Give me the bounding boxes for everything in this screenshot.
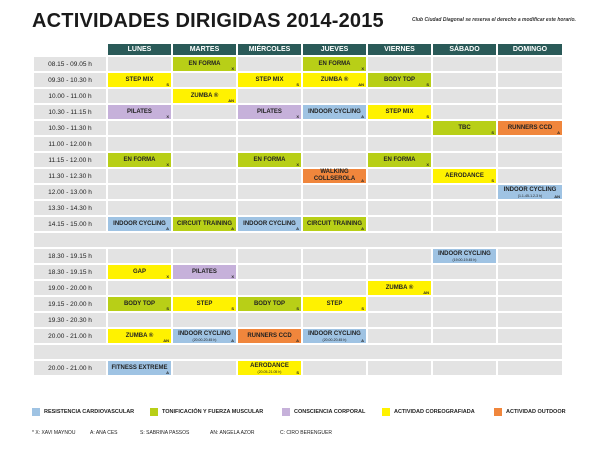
schedule-row	[34, 265, 562, 279]
empty-cell	[238, 185, 301, 199]
instructor-code: AN	[163, 338, 169, 343]
instructor-code: AN	[423, 290, 429, 295]
empty-cell	[303, 249, 366, 263]
empty-cell	[173, 105, 236, 119]
empty-cell	[368, 169, 431, 183]
section-gap	[34, 345, 562, 359]
empty-cell	[108, 121, 171, 135]
legend-label: ACTIVIDAD OUTDOOR	[506, 409, 566, 415]
activity-cell	[173, 329, 236, 343]
schedule-row	[34, 121, 562, 135]
instructor-code: AN	[228, 98, 234, 103]
activity-name: PILATES	[192, 268, 217, 275]
instructor-key	[32, 430, 572, 438]
empty-cell	[498, 329, 562, 343]
activity-name: STEP	[326, 300, 343, 307]
schedule-row	[34, 217, 562, 231]
activity-cell	[368, 73, 431, 87]
empty-cell	[238, 137, 301, 151]
time-slot: 20.00 - 21.00 h	[34, 329, 106, 343]
empty-cell	[498, 57, 562, 71]
empty-cell	[498, 217, 562, 231]
schedule-table	[32, 42, 564, 377]
legend-item	[150, 407, 263, 417]
activity-cell	[108, 361, 171, 375]
activity-cell	[368, 281, 431, 295]
empty-cell	[498, 73, 562, 87]
legend-item	[32, 407, 134, 417]
activity-name: EN FORMA	[318, 60, 351, 67]
empty-cell	[368, 265, 431, 279]
empty-cell	[368, 249, 431, 263]
activity-name: RUNNERS CCD	[247, 332, 292, 339]
activity-cell	[108, 265, 171, 279]
empty-cell	[173, 281, 236, 295]
instructor-code: A	[361, 338, 364, 343]
activity-cell	[498, 185, 562, 199]
empty-cell	[433, 153, 496, 167]
day-header: SÁBADO	[433, 44, 496, 55]
instructor-code: AN	[554, 194, 560, 199]
activity-cell	[368, 105, 431, 119]
activity-cell	[173, 217, 236, 231]
activity-name: STEP MIX	[385, 108, 414, 115]
instructor-entry: S: SABRINA PASSOS	[140, 430, 190, 436]
empty-cell	[173, 153, 236, 167]
empty-cell	[498, 169, 562, 183]
instructor-code: A	[231, 226, 234, 231]
activity-cell	[238, 217, 301, 231]
activity-name: INDOOR CYCLING	[113, 220, 166, 227]
empty-cell	[238, 249, 301, 263]
empty-cell	[433, 329, 496, 343]
activity-name: TBC	[458, 124, 471, 131]
activity-name: AERODANCE	[445, 172, 484, 179]
instructor-code: S	[296, 370, 299, 375]
empty-cell	[173, 73, 236, 87]
legend-label: CONSCIENCIA CORPORAL	[294, 409, 366, 415]
activity-cell	[108, 105, 171, 119]
activity-name: EN FORMA	[383, 156, 416, 163]
empty-cell	[498, 137, 562, 151]
time-slot: 18.30 - 19.15 h	[34, 249, 106, 263]
instructor-code: S	[296, 306, 299, 311]
page-title: ACTIVIDADES DIRIGIDAS 2014-2015	[32, 10, 384, 32]
empty-cell	[238, 89, 301, 103]
instructor-code: X	[166, 162, 169, 167]
activity-name: BODY TOP	[383, 76, 416, 83]
activity-cell	[498, 121, 562, 135]
activity-cell	[303, 217, 366, 231]
activity-name: INDOOR CYCLING	[243, 220, 296, 227]
time-slot: 09.30 - 10.30 h	[34, 73, 106, 87]
empty-cell	[238, 281, 301, 295]
empty-cell	[108, 313, 171, 327]
empty-cell	[433, 185, 496, 199]
empty-cell	[433, 217, 496, 231]
time-slot: 11.00 - 12.00 h	[34, 137, 106, 151]
activity-cell	[238, 329, 301, 343]
activity-cell	[108, 329, 171, 343]
empty-cell	[108, 249, 171, 263]
empty-cell	[238, 201, 301, 215]
activity-cell	[433, 249, 496, 263]
schedule-row	[34, 57, 562, 71]
activity-cell	[108, 153, 171, 167]
instructor-code: S	[491, 130, 494, 135]
activity-cell	[303, 297, 366, 311]
time-slot: 18.30 - 19.15 h	[34, 265, 106, 279]
empty-cell	[108, 201, 171, 215]
empty-cell	[498, 153, 562, 167]
activity-name: ZUMBA ®	[385, 284, 414, 291]
instructor-code: A	[361, 178, 364, 183]
activity-name: BODY TOP	[123, 300, 156, 307]
activity-cell	[108, 73, 171, 87]
empty-cell	[303, 265, 366, 279]
activity-cell	[303, 329, 366, 343]
day-header: MIÉRCOLES	[238, 44, 301, 55]
empty-cell	[433, 137, 496, 151]
activity-cell	[303, 73, 366, 87]
schedule-row	[34, 169, 562, 183]
empty-cell	[303, 313, 366, 327]
legend-item	[382, 407, 475, 417]
instructor-code: X	[296, 162, 299, 167]
legend-item	[282, 407, 365, 417]
empty-cell	[433, 105, 496, 119]
activity-cell	[173, 265, 236, 279]
legend-swatch	[150, 408, 158, 416]
legend-swatch	[494, 408, 502, 416]
legend-swatch	[32, 408, 40, 416]
activity-name: CIRCUIT TRAINING	[177, 220, 232, 227]
schedule-row	[34, 361, 562, 375]
activity-time-note: (20.00-20.45 h)	[322, 337, 347, 342]
schedule-row	[34, 153, 562, 167]
empty-cell	[368, 313, 431, 327]
empty-cell	[238, 121, 301, 135]
empty-cell	[303, 201, 366, 215]
gap-cell	[34, 233, 562, 247]
instructor-code: X	[166, 274, 169, 279]
empty-cell	[433, 361, 496, 375]
activity-name: FITNESS EXTREME	[111, 364, 168, 371]
empty-cell	[433, 297, 496, 311]
empty-cell	[368, 297, 431, 311]
instructor-code: A	[361, 226, 364, 231]
empty-cell	[368, 185, 431, 199]
instructor-code: S	[426, 82, 429, 87]
empty-cell	[368, 329, 431, 343]
empty-cell	[433, 89, 496, 103]
empty-cell	[498, 105, 562, 119]
empty-cell	[238, 169, 301, 183]
activity-name: EN FORMA	[253, 156, 286, 163]
empty-cell	[173, 121, 236, 135]
day-header: VIERNES	[368, 44, 431, 55]
instructor-code: A	[296, 226, 299, 231]
schedule-row	[34, 105, 562, 119]
time-slot: 19.00 - 20.00 h	[34, 281, 106, 295]
schedule-row	[34, 249, 562, 263]
activity-cell	[173, 297, 236, 311]
activity-cell	[108, 217, 171, 231]
empty-cell	[368, 57, 431, 71]
activity-name: EN FORMA	[123, 156, 156, 163]
instructor-code: X	[231, 66, 234, 71]
instructor-entry: C: CIRO BERENGUER	[280, 430, 332, 436]
instructor-code: X	[231, 274, 234, 279]
empty-cell	[108, 57, 171, 71]
time-slot: 13.30 - 14.30 h	[34, 201, 106, 215]
legend-swatch	[282, 408, 290, 416]
schedule-row	[34, 73, 562, 87]
empty-cell	[303, 137, 366, 151]
empty-cell	[498, 265, 562, 279]
day-header: LUNES	[108, 44, 171, 55]
instructor-code: S	[231, 306, 234, 311]
empty-cell	[498, 297, 562, 311]
activity-cell	[368, 153, 431, 167]
activity-cell	[433, 121, 496, 135]
instructor-code: A	[231, 338, 234, 343]
time-slot: 12.00 - 13.00 h	[34, 185, 106, 199]
instructor-entry: AN: ANGELA AZOR	[210, 430, 255, 436]
instructor-code: X	[296, 114, 299, 119]
empty-cell	[173, 137, 236, 151]
empty-cell	[433, 57, 496, 71]
activity-name: GAP	[132, 268, 146, 275]
empty-cell	[368, 361, 431, 375]
activity-name: ZUMBA ®	[190, 92, 219, 99]
activity-name: ZUMBA ®	[320, 76, 349, 83]
empty-cell	[498, 201, 562, 215]
schedule-row	[34, 281, 562, 295]
empty-cell	[368, 89, 431, 103]
activity-cell	[238, 297, 301, 311]
empty-cell	[368, 217, 431, 231]
activity-name: INDOOR CYCLING	[503, 186, 557, 193]
empty-cell	[108, 169, 171, 183]
legend-label: RESISTENCIA CARDIOVASCULAR	[44, 409, 135, 415]
instructor-entry: * X: XAVI MAYNOU	[32, 430, 76, 436]
activity-name: WALKING COLLSEROLA	[313, 169, 356, 182]
activity-time-note: (20.05-21.05 h)	[257, 369, 282, 374]
instructor-code: A	[361, 114, 364, 119]
activity-name: STEP MIX	[125, 76, 154, 83]
instructor-code: S	[426, 114, 429, 119]
gap-cell	[34, 345, 562, 359]
activity-cell	[173, 89, 236, 103]
time-slot: 19.30 - 20.30 h	[34, 313, 106, 327]
instructor-entry: A: ANA CES	[90, 430, 118, 436]
time-slot: 10.00 - 11.00 h	[34, 89, 106, 103]
instructor-code: X	[166, 114, 169, 119]
schedule-row	[34, 329, 562, 343]
activity-name: STEP	[196, 300, 213, 307]
empty-cell	[303, 281, 366, 295]
empty-cell	[433, 73, 496, 87]
empty-cell	[433, 281, 496, 295]
activity-name: AERODANCE	[250, 362, 289, 369]
instructor-code: X	[361, 66, 364, 71]
schedule-row	[34, 297, 562, 311]
empty-cell	[108, 281, 171, 295]
instructor-code: X	[426, 162, 429, 167]
time-slot: 20.00 - 21.00 h	[34, 361, 106, 375]
empty-cell	[238, 265, 301, 279]
activity-time-note: (20.00-20.45 h)	[192, 337, 217, 342]
schedule-row	[34, 313, 562, 327]
activity-name: PILATES	[257, 108, 282, 115]
schedule-body	[34, 57, 562, 375]
day-header: MARTES	[173, 44, 236, 55]
activity-cell	[173, 57, 236, 71]
activity-name: ZUMBA ®	[125, 332, 154, 339]
instructor-code: S	[361, 306, 364, 311]
instructor-code: A	[166, 370, 169, 375]
activity-name: STEP MIX	[255, 76, 284, 83]
activity-cell	[303, 57, 366, 71]
activity-name: INDOOR CYCLING	[308, 108, 361, 115]
activity-cell	[433, 169, 496, 183]
time-slot: 19.15 - 20.00 h	[34, 297, 106, 311]
time-slot: 11.15 - 12.00 h	[34, 153, 106, 167]
empty-cell	[433, 313, 496, 327]
legend	[32, 407, 572, 417]
empty-cell	[368, 201, 431, 215]
empty-cell	[108, 185, 171, 199]
instructor-code: A	[296, 338, 299, 343]
empty-cell	[303, 361, 366, 375]
activity-name: PILATES	[127, 108, 152, 115]
empty-cell	[303, 153, 366, 167]
empty-cell	[433, 201, 496, 215]
empty-cell	[238, 313, 301, 327]
empty-cell	[173, 201, 236, 215]
activity-cell	[238, 105, 301, 119]
empty-cell	[498, 249, 562, 263]
activity-cell	[303, 169, 366, 183]
schedule-note: Club Ciudad Diagonal se reserva el derecho a modificar este horario.	[412, 17, 576, 23]
day-header-row	[34, 44, 562, 55]
empty-cell	[433, 265, 496, 279]
activity-time-note: (19.00-19.45 h)	[452, 257, 477, 262]
instructor-code: AN	[358, 82, 364, 87]
day-header: JUEVES	[303, 44, 366, 55]
instructor-code: S	[491, 178, 494, 183]
empty-cell	[303, 89, 366, 103]
schedule-row	[34, 137, 562, 151]
activity-cell	[303, 105, 366, 119]
empty-cell	[303, 121, 366, 135]
time-slot: 14.15 - 15.00 h	[34, 217, 106, 231]
activity-cell	[238, 153, 301, 167]
instructor-code: S	[166, 306, 169, 311]
activity-cell	[238, 361, 301, 375]
day-header: DOMINGO	[498, 44, 562, 55]
time-slot: 10.30 - 11.15 h	[34, 105, 106, 119]
activity-cell	[108, 297, 171, 311]
empty-cell	[108, 137, 171, 151]
header-corner	[34, 44, 106, 55]
empty-cell	[498, 89, 562, 103]
time-slot: 08.15 - 09.05 h	[34, 57, 106, 71]
activity-name: EN FORMA	[188, 60, 221, 67]
empty-cell	[238, 57, 301, 71]
empty-cell	[173, 249, 236, 263]
empty-cell	[368, 121, 431, 135]
activity-name: INDOOR CYCLING	[178, 330, 231, 337]
empty-cell	[108, 89, 171, 103]
empty-cell	[498, 361, 562, 375]
time-slot: 10.30 - 11.30 h	[34, 121, 106, 135]
activity-name: CIRCUIT TRAINING	[307, 220, 362, 227]
empty-cell	[173, 185, 236, 199]
legend-label: ACTIVIDAD COREOGRAFIADA	[394, 409, 475, 415]
section-gap	[34, 233, 562, 247]
time-slot: 11.30 - 12.30 h	[34, 169, 106, 183]
instructor-code: S	[166, 82, 169, 87]
activity-name: INDOOR CYCLING	[438, 250, 491, 257]
legend-swatch	[382, 408, 390, 416]
empty-cell	[173, 361, 236, 375]
empty-cell	[173, 313, 236, 327]
activity-name: INDOOR CYCLING	[308, 330, 361, 337]
empty-cell	[498, 281, 562, 295]
instructor-code: S	[296, 82, 299, 87]
instructor-code: A	[557, 130, 560, 135]
legend-label: TONIFICACIÓN Y FUERZA MUSCULAR	[162, 409, 264, 415]
activity-name: BODY TOP	[253, 300, 286, 307]
activity-cell	[238, 73, 301, 87]
schedule-row	[34, 201, 562, 215]
empty-cell	[498, 313, 562, 327]
schedule-row	[34, 89, 562, 103]
empty-cell	[303, 185, 366, 199]
activity-name: RUNNERS CCD	[507, 124, 553, 131]
activity-time-note: (1.1-45-1.2-3 h)	[517, 193, 543, 198]
empty-cell	[173, 169, 236, 183]
empty-cell	[368, 137, 431, 151]
schedule-row	[34, 185, 562, 199]
legend-item	[494, 407, 566, 417]
instructor-code: A	[166, 226, 169, 231]
